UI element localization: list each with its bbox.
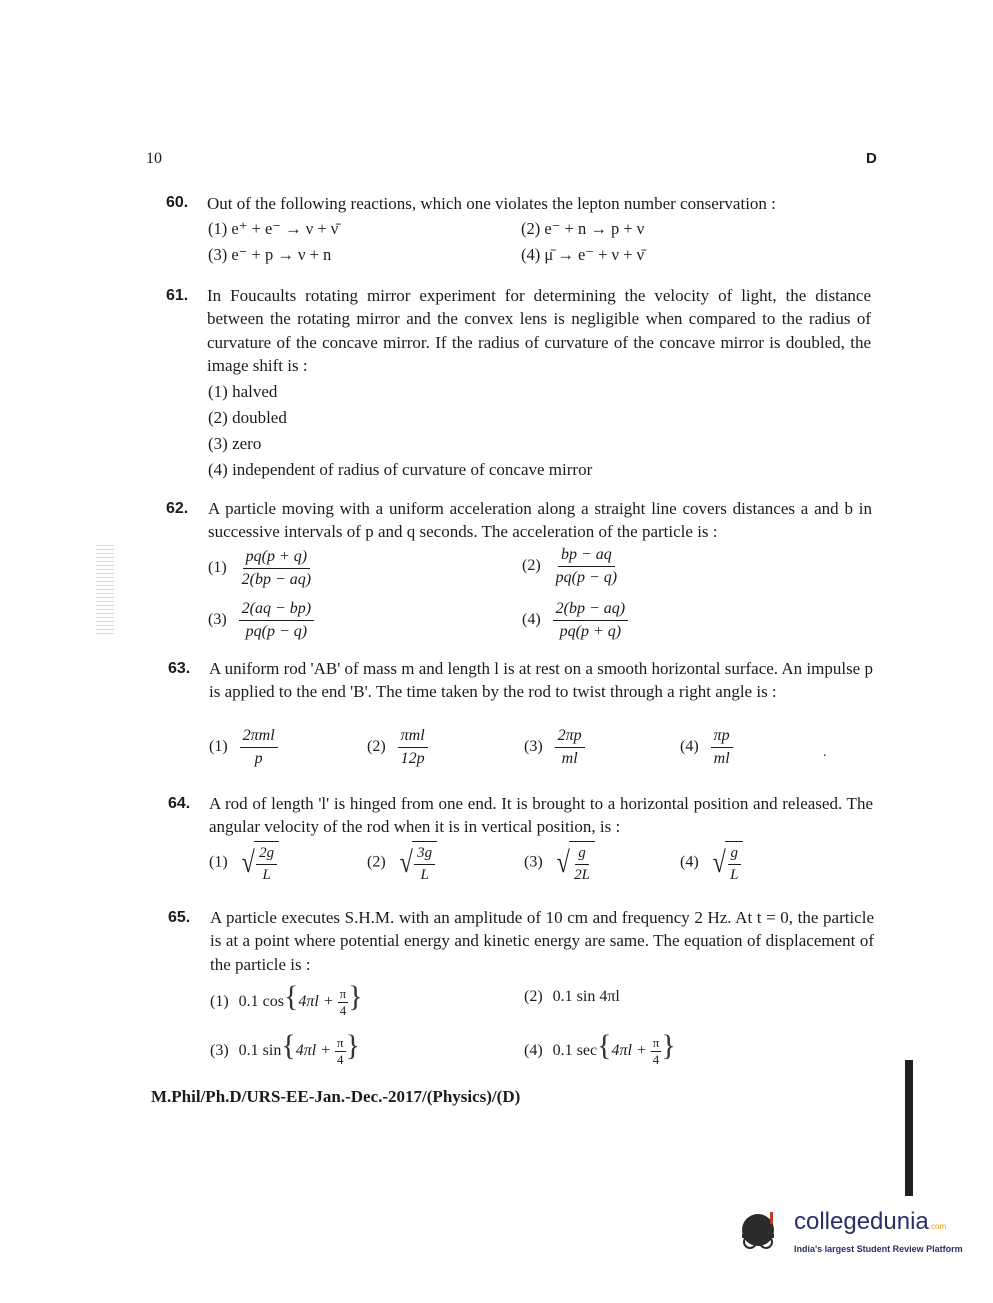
option-label: (3) bbox=[208, 611, 227, 629]
fraction bbox=[398, 727, 428, 768]
numerator: bp − aq bbox=[558, 546, 615, 567]
question-text: In Foucaults rotating mirror experiment for determining the velocity of light, the distance between the rotating mirror and the convex lens is negligible when compared to the radius of curvature of the concave mirror. If the radius of curvature of the concave mirror is doubled, the image shift is : bbox=[207, 286, 871, 375]
square-root bbox=[555, 841, 595, 885]
option-2 bbox=[367, 841, 437, 885]
denominator: L bbox=[262, 867, 271, 883]
option-2 bbox=[524, 988, 620, 1006]
watermark-tagline: India's largest Student Review Platform bbox=[794, 1244, 963, 1254]
option-1 bbox=[210, 982, 363, 1019]
option-4: (4) independent of radius of curvature of concave mirror bbox=[208, 460, 593, 479]
option-3: (3) e⁻ + p → ν + n bbox=[208, 245, 332, 264]
option-label: (4) bbox=[522, 611, 541, 629]
denominator: pq(p − q) bbox=[555, 569, 618, 586]
denominator: 4 bbox=[337, 1051, 344, 1067]
fraction bbox=[338, 986, 349, 1019]
denominator: 4 bbox=[339, 1002, 347, 1018]
numerator: π bbox=[652, 1034, 660, 1050]
option-label: (1) bbox=[209, 738, 228, 756]
argument: 4πl + bbox=[298, 993, 334, 1010]
function-name: 0.1 cos bbox=[238, 993, 284, 1010]
denominator: L bbox=[420, 867, 429, 883]
option-1 bbox=[208, 548, 314, 589]
option-4 bbox=[680, 727, 733, 768]
option-label: (4) bbox=[680, 738, 699, 756]
option-label: (2) bbox=[522, 557, 541, 575]
numerator: π bbox=[337, 1034, 344, 1050]
question-number: 61. bbox=[166, 287, 189, 304]
fraction bbox=[335, 1035, 346, 1068]
fraction bbox=[711, 727, 733, 768]
fraction bbox=[571, 845, 593, 884]
numerator: 3g bbox=[414, 845, 435, 865]
radical-sign: √ bbox=[241, 846, 255, 879]
page-number: 10 bbox=[146, 150, 162, 167]
option-3 bbox=[210, 1031, 360, 1068]
fraction bbox=[555, 727, 585, 768]
question-number: 60. bbox=[166, 194, 189, 211]
margin-perforation bbox=[96, 545, 114, 637]
fraction bbox=[553, 546, 620, 587]
square-root bbox=[240, 841, 279, 885]
argument: 4πl + bbox=[295, 1042, 331, 1059]
option-label: (4) bbox=[680, 853, 699, 871]
fraction bbox=[239, 548, 314, 589]
paper-code-footer: M.Phil/Ph.D/URS-EE-Jan.-Dec.-2017/(Physics)/(D) bbox=[151, 1087, 521, 1106]
right-brace: } bbox=[348, 980, 363, 1013]
fraction bbox=[727, 845, 741, 884]
option-4: (4) μ̄ → e⁻ + ν + ν̄ bbox=[521, 245, 645, 264]
radical-sign: √ bbox=[712, 846, 726, 879]
question-number: 64. bbox=[168, 795, 191, 812]
left-brace: { bbox=[281, 1029, 296, 1062]
option-label: (1) bbox=[210, 993, 229, 1010]
question-text: Out of the following reactions, which one violates the lepton number conservation : bbox=[207, 194, 776, 213]
fraction bbox=[553, 600, 628, 641]
option-4 bbox=[524, 1031, 676, 1068]
fraction bbox=[651, 1035, 662, 1068]
numerator: 2(bp − aq) bbox=[553, 600, 628, 621]
denominator: 2L bbox=[574, 867, 590, 883]
right-brace: } bbox=[661, 1029, 676, 1062]
stray-mark: . bbox=[823, 745, 827, 760]
option-3 bbox=[208, 600, 314, 641]
option-2: (2) e⁻ + n → p + ν bbox=[521, 219, 645, 238]
scan-binding-edge bbox=[905, 1060, 913, 1196]
denominator: ml bbox=[561, 750, 578, 767]
numerator: 2(aq − bp) bbox=[239, 600, 314, 621]
denominator: pq(p − q) bbox=[245, 623, 308, 640]
square-root bbox=[398, 841, 437, 885]
function-name: 0.1 sec bbox=[552, 1042, 598, 1059]
left-brace: { bbox=[283, 980, 299, 1013]
right-brace: } bbox=[345, 1029, 360, 1062]
denominator: 4 bbox=[652, 1051, 660, 1067]
option-3 bbox=[524, 841, 595, 885]
fraction bbox=[239, 600, 314, 641]
denominator: 12p bbox=[400, 750, 425, 767]
option-1: (1) halved bbox=[208, 382, 278, 401]
numerator: 2πml bbox=[240, 727, 278, 748]
option-2: (2) doubled bbox=[208, 408, 287, 427]
option-3: (3) zero bbox=[208, 434, 262, 453]
option-label: (1) bbox=[209, 853, 228, 871]
option-label: (3) bbox=[210, 1042, 229, 1059]
option-1: (1) e⁺ + e⁻ → ν + ν̄ bbox=[208, 219, 339, 238]
question-text: A rod of length 'l' is hinged from one end. It is brought to a horizontal position and released. The angular velocity of the rod when it is in vertical position, is : bbox=[209, 794, 873, 837]
fraction bbox=[240, 727, 278, 768]
numerator: πml bbox=[398, 727, 428, 748]
option-2 bbox=[522, 546, 620, 587]
radical-sign: √ bbox=[556, 846, 570, 879]
option-4 bbox=[680, 841, 743, 885]
radical-sign: √ bbox=[399, 846, 413, 879]
fraction bbox=[256, 845, 277, 884]
option-label: (3) bbox=[524, 738, 543, 756]
denominator: ml bbox=[713, 750, 730, 767]
option-label: (3) bbox=[524, 853, 543, 871]
option-3 bbox=[524, 727, 585, 768]
question-text: A particle executes S.H.M. with an amplitude of 10 cm and frequency 2 Hz. At t = 0, the particle is at a point where potential energy and kinetic energy are same. The equation of displacement of the particle is : bbox=[210, 908, 874, 974]
function-name: 0.1 sin 4πl bbox=[552, 988, 620, 1005]
question-number: 62. bbox=[166, 500, 189, 517]
option-label: (4) bbox=[524, 1042, 543, 1059]
numerator: g bbox=[575, 845, 589, 865]
option-label: (2) bbox=[367, 853, 386, 871]
denominator: 2(bp − aq) bbox=[241, 571, 312, 588]
denominator: pq(p + q) bbox=[559, 623, 622, 640]
option-label: (2) bbox=[524, 988, 543, 1005]
watermark-brand: collegedunia.com bbox=[794, 1208, 947, 1235]
question-number: 65. bbox=[168, 909, 191, 926]
option-4 bbox=[522, 600, 628, 641]
denominator: p bbox=[254, 750, 263, 767]
option-2 bbox=[367, 727, 428, 768]
numerator: pq(p + q) bbox=[243, 548, 310, 569]
denominator: L bbox=[730, 867, 739, 883]
question-number: 63. bbox=[168, 660, 191, 677]
option-label: (2) bbox=[367, 738, 386, 756]
numerator: π bbox=[339, 985, 347, 1001]
numerator: πp bbox=[711, 727, 733, 748]
numerator: 2g bbox=[256, 845, 277, 865]
question-text: A particle moving with a uniform acceleration along a straight line covers distances a and b in successive intervals of p and q seconds. The acceleration of the particle is : bbox=[208, 499, 872, 542]
argument: 4πl + bbox=[611, 1042, 647, 1059]
option-1 bbox=[209, 727, 278, 768]
option-1 bbox=[209, 841, 279, 885]
numerator: g bbox=[728, 845, 742, 865]
numerator: 2πp bbox=[555, 727, 585, 748]
fraction bbox=[414, 845, 435, 884]
set-code: D bbox=[866, 150, 877, 167]
question-text: A uniform rod 'AB' of mass m and length l is at rest on a smooth horizontal surface. An impulse p is applied to the end 'B'. The time taken by the rod to twist through a right angle is : bbox=[209, 659, 873, 702]
option-label: (1) bbox=[208, 559, 227, 577]
function-name: 0.1 sin bbox=[238, 1042, 282, 1059]
square-root bbox=[711, 841, 744, 885]
left-brace: { bbox=[597, 1029, 612, 1062]
